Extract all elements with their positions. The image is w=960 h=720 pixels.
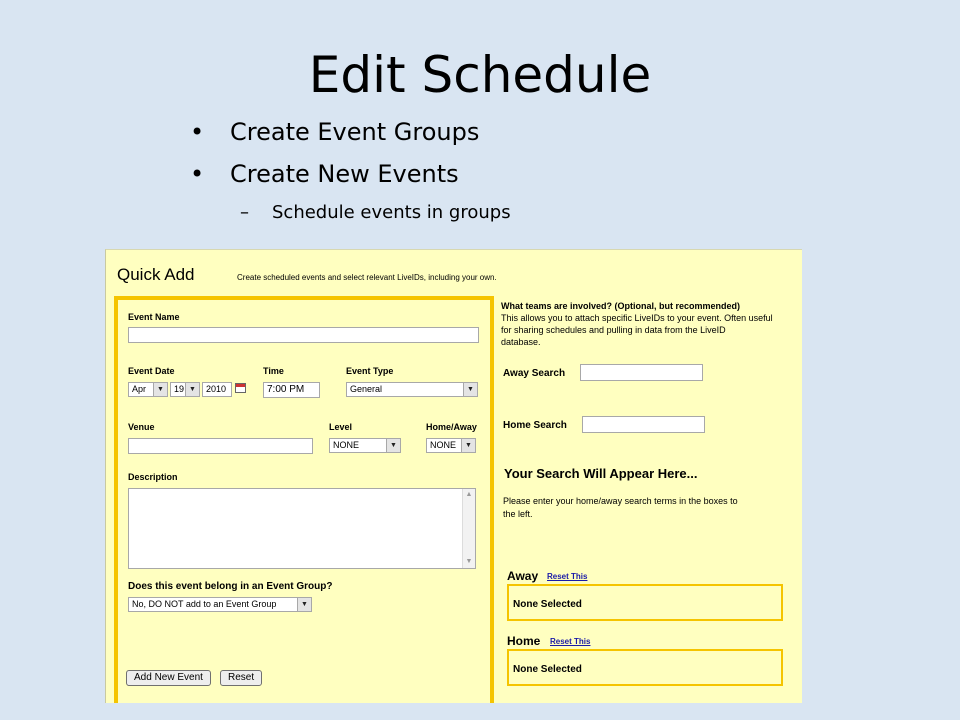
event-type-select[interactable]: General ▼ [346, 382, 478, 397]
calendar-icon[interactable] [235, 383, 246, 393]
bullet-text: Create New Events [230, 160, 459, 188]
event-name-input[interactable] [128, 327, 479, 343]
event-date-label: Event Date [128, 366, 175, 376]
chevron-down-icon: ▼ [463, 383, 477, 396]
search-results-heading: Your Search Will Appear Here... [504, 466, 698, 481]
teams-help-line: database. [501, 337, 541, 347]
event-group-question: Does this event belong in an Event Group? [128, 581, 333, 592]
event-group-select[interactable]: No, DO NOT add to an Event Group ▼ [128, 597, 312, 612]
event-year-input[interactable]: 2010 [202, 382, 232, 397]
home-reset-link[interactable]: Reset This [550, 637, 591, 646]
away-selection-box [507, 584, 783, 621]
event-month-select[interactable]: Apr ▼ [128, 382, 168, 397]
teams-help-line: This allows you to attach specific LiveIDs to your event. Often useful [501, 313, 773, 323]
description-scrollbar[interactable] [462, 489, 475, 568]
scroll-up-icon[interactable]: ▲ [465, 491, 473, 498]
chevron-down-icon: ▼ [461, 439, 475, 452]
search-results-help: Please enter your home/away search terms in the boxes to [503, 496, 738, 506]
level-label: Level [329, 422, 353, 432]
sub-bullet-text: Schedule events in groups [272, 202, 511, 223]
bullet-text: Create Event Groups [230, 118, 480, 146]
home-selected-text: None Selected [513, 664, 582, 675]
away-search-label: Away Search [503, 368, 566, 379]
home-away-label: Home/Away [426, 422, 477, 432]
chevron-down-icon: ▼ [297, 598, 311, 611]
level-select[interactable]: NONE ▼ [329, 438, 401, 453]
chevron-down-icon: ▼ [185, 383, 199, 396]
quick-add-subtitle: Create scheduled events and select relevant LiveIDs, including your own. [237, 273, 497, 282]
teams-question: What teams are involved? (Optional, but recommended) [501, 301, 741, 311]
home-search-input[interactable] [582, 416, 705, 433]
chevron-down-icon: ▼ [386, 439, 400, 452]
scroll-down-icon[interactable]: ▼ [465, 558, 473, 565]
time-label: Time [263, 366, 284, 376]
bullet-dot-icon: • [190, 118, 205, 146]
event-form-panel [114, 296, 494, 703]
quick-add-screenshot [105, 249, 802, 703]
bullet-dot-icon: • [190, 160, 205, 188]
home-away-select[interactable]: NONE ▼ [426, 438, 476, 453]
away-search-input[interactable] [580, 364, 703, 381]
add-new-event-button[interactable]: Add New Event [126, 670, 211, 686]
search-results-help: the left. [503, 509, 533, 519]
event-name-label: Event Name [128, 312, 180, 322]
description-textarea[interactable] [128, 488, 476, 569]
quick-add-title: Quick Add [117, 265, 195, 284]
slide-title: Edit Schedule [308, 46, 652, 104]
time-input[interactable]: 7:00 PM [263, 382, 320, 398]
away-heading: Away [507, 569, 539, 583]
home-heading: Home [507, 634, 541, 648]
home-search-label: Home Search [503, 420, 567, 431]
description-label: Description [128, 472, 178, 482]
venue-input[interactable] [128, 438, 313, 454]
away-selected-text: None Selected [513, 599, 582, 610]
event-day-select[interactable]: 19 ▼ [170, 382, 200, 397]
away-reset-link[interactable]: Reset This [547, 572, 588, 581]
event-type-label: Event Type [346, 366, 394, 376]
teams-help-line: for sharing schedules and pulling in data from the LiveID [501, 325, 726, 335]
reset-button[interactable]: Reset [220, 670, 262, 686]
venue-label: Venue [128, 422, 155, 432]
chevron-down-icon: ▼ [153, 383, 167, 396]
home-selection-box [507, 649, 783, 686]
dash-icon: – [240, 202, 249, 223]
